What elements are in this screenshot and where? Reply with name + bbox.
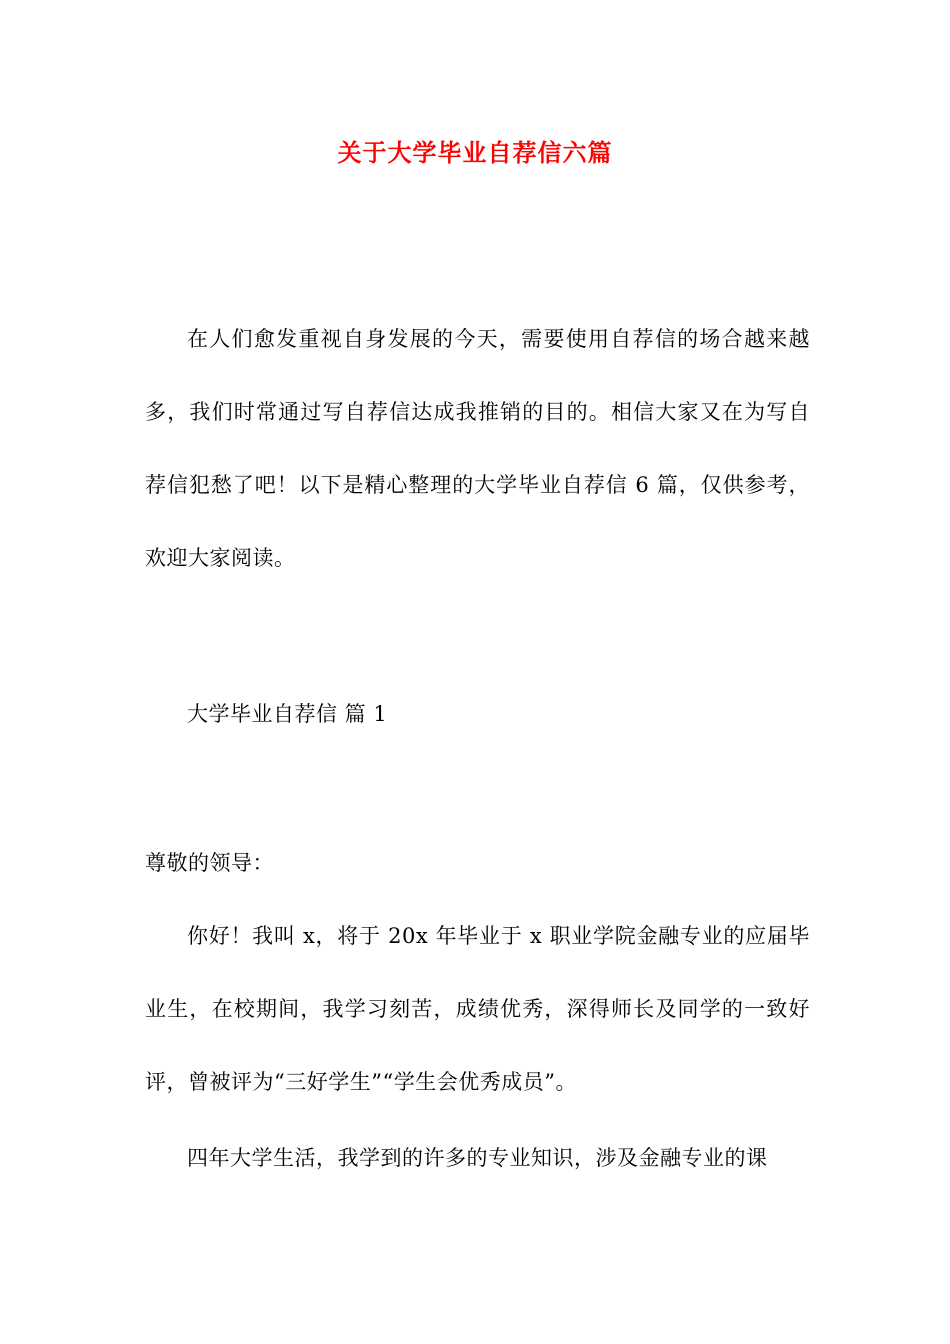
salutation: 尊敬的领导：: [145, 851, 274, 875]
body-paragraph-1: 你好！我叫 x，将于 20x 年毕业于 x 职业学院金融专业的应届毕业生，在校期间，我学习刻苦，成绩优秀，深得师长及同学的一致好评，曾被评为“三好学生”“学生会优秀成员”。: [145, 924, 810, 1094]
body-paragraph-2: 四年大学生活，我学到的许多的专业知识，涉及金融专业的课: [187, 1146, 768, 1170]
section-heading: 大学毕业自荐信 篇 1: [187, 702, 388, 726]
intro-paragraph: 在人们愈发重视自身发展的今天，需要使用自荐信的场合越来越多，我们时常通过写自荐信达成我推销的目的。相信大家又在为写自荐信犯愁了吧！以下是精心整理的大学毕业自荐信 6 篇，仅供参考，欢迎大家阅读。: [145, 327, 810, 570]
document-title: 关于大学毕业自荐信六篇: [337, 139, 613, 167]
